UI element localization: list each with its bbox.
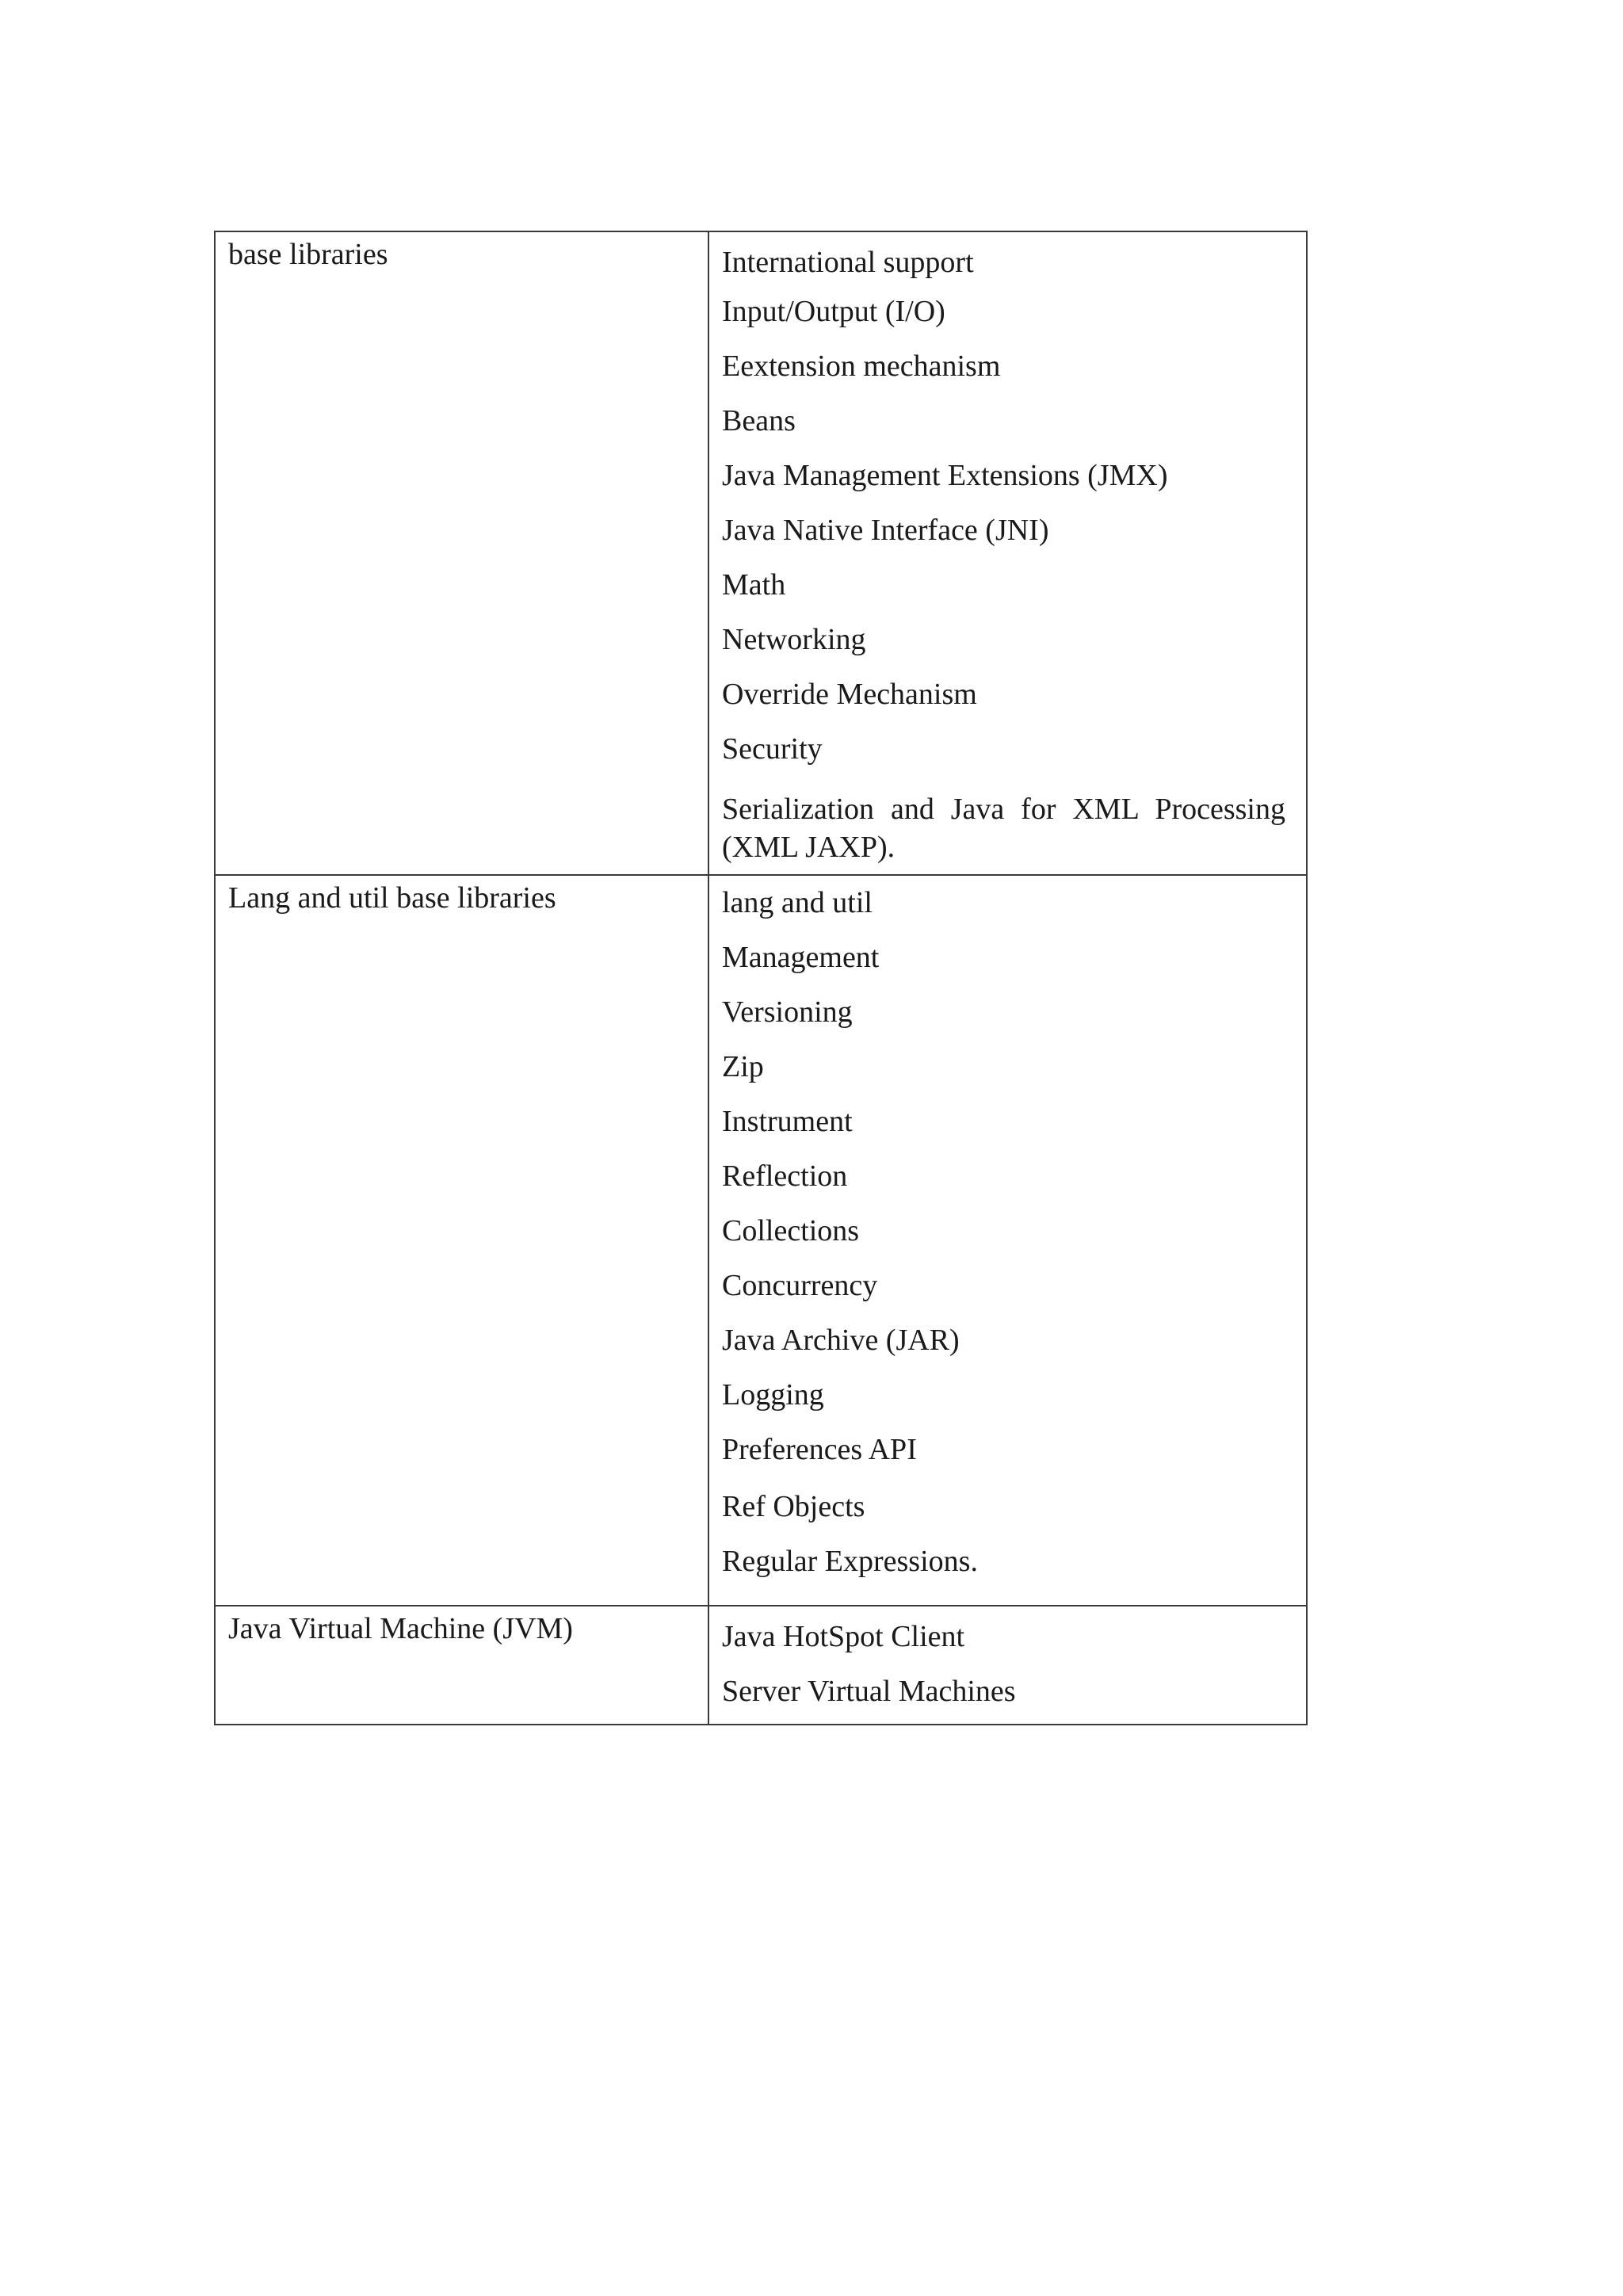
list-item: Input/Output (I/O) <box>722 295 945 328</box>
list-item: Java Archive (JAR) <box>722 1324 960 1357</box>
java-components-table <box>214 231 1308 1725</box>
list-item: International support <box>722 246 974 279</box>
list-item: Eextension mechanism <box>722 350 1001 383</box>
list-item: Java HotSpot Client <box>722 1620 965 1653</box>
table-row <box>215 1606 1307 1725</box>
list-item: Instrument <box>722 1105 853 1138</box>
list-item: Reflection <box>722 1159 848 1193</box>
list-item: Regular Expressions. <box>722 1545 978 1578</box>
list-item: Zip <box>722 1050 764 1083</box>
row-items-cell <box>708 1606 1307 1725</box>
item-list <box>709 1606 1306 1715</box>
list-item: Ref Objects <box>722 1490 865 1523</box>
table-row <box>215 231 1307 875</box>
list-item: Java Native Interface (JNI) <box>722 514 1049 547</box>
list-item: Management <box>722 941 880 974</box>
list-item: Preferences API <box>722 1433 917 1466</box>
row-label: base libraries <box>228 238 388 271</box>
item-list <box>709 232 1306 873</box>
list-item: Java Management Extensions (JMX) <box>722 459 1168 492</box>
list-item: Server Virtual Machines <box>722 1675 1016 1708</box>
list-item: Versioning <box>722 995 853 1029</box>
row-items-cell <box>708 875 1307 1606</box>
row-label-cell <box>215 875 708 1606</box>
row-label-cell <box>215 1606 708 1725</box>
list-item: lang and util <box>722 886 873 919</box>
list-item: Beans <box>722 404 796 437</box>
row-items-cell <box>708 231 1307 875</box>
list-item: Serialization and Java for XML Processing (XML JAXP). <box>722 793 1285 864</box>
list-item: Math <box>722 568 786 602</box>
list-item: Networking <box>722 623 866 656</box>
list-item: Collections <box>722 1214 860 1247</box>
row-label: Lang and util base libraries <box>228 881 556 915</box>
item-list <box>709 876 1306 1605</box>
list-item: Logging <box>722 1378 824 1412</box>
list-item: Security <box>722 732 823 766</box>
table-row <box>215 875 1307 1606</box>
list-item: Concurrency <box>722 1269 878 1302</box>
list-item: Override Mechanism <box>722 678 977 711</box>
row-label-cell <box>215 231 708 875</box>
row-label: Java Virtual Machine (JVM) <box>228 1612 573 1645</box>
